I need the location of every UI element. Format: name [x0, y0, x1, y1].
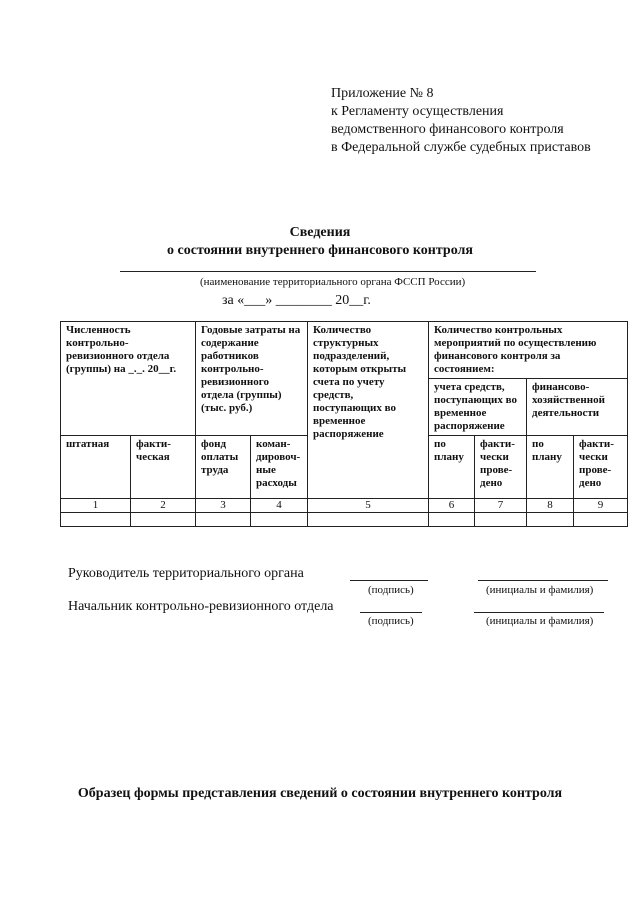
head-signature-caption: (подпись) — [368, 584, 414, 596]
head-signature-line — [350, 580, 428, 581]
document-title: Сведения — [289, 225, 351, 240]
col-activity-done: факти-чески прове-дено — [574, 436, 628, 499]
org-name-line — [120, 271, 536, 272]
head-name-caption: (инициалы и фамилия) — [486, 584, 594, 596]
appendix-line-4: в Федеральной службе судебных приставов — [331, 140, 591, 155]
form-sample-caption: Образец формы представления сведений о состоянии внутреннего контроля — [77, 786, 563, 801]
header-events-activity: финансово-хозяйственной деятельности — [527, 379, 628, 436]
column-number: 2 — [131, 499, 196, 513]
appendix-line-1: Приложение № 8 — [331, 86, 434, 101]
col-staff-actual: факти-ческая — [131, 436, 196, 499]
head-signature-label: Руководитель территориального органа — [68, 566, 304, 581]
column-number: 7 — [475, 499, 527, 513]
header-events-funds: учета средств, поступающих во временное распоряжение — [429, 379, 527, 436]
org-name-caption: (наименование территориального органа ФССП России) — [200, 276, 466, 288]
column-number: 8 — [527, 499, 574, 513]
kro-signature-label: Начальник контрольно-ревизионного отдела — [68, 599, 334, 614]
col-funds-done: факти-чески прове-дено — [475, 436, 527, 499]
appendix-line-2: к Регламенту осуществления — [331, 104, 504, 119]
column-number: 1 — [61, 499, 131, 513]
col-travel-expenses: коман-дировоч-ные расходы — [251, 436, 308, 499]
kro-signature-caption: (подпись) — [368, 615, 414, 627]
kro-name-line — [474, 612, 604, 613]
column-number: 9 — [574, 499, 628, 513]
col-activity-plan: по плану — [527, 436, 574, 499]
reporting-period: за «___» ________ 20__г. — [222, 293, 371, 308]
document-subtitle: о состоянии внутреннего финансового контроля — [167, 243, 473, 258]
col-funds-plan: по плану — [429, 436, 475, 499]
kro-signature-line — [360, 612, 422, 613]
column-number: 3 — [196, 499, 251, 513]
head-name-line — [478, 580, 608, 581]
empty-data-row — [61, 513, 628, 527]
header-staff: Численность контрольно-ревизионного отдела (группы) на _._. 20__г. — [61, 322, 196, 436]
report-table — [60, 321, 628, 527]
column-number: 5 — [308, 499, 429, 513]
header-units: Количество структурных подразделений, которым открыты счета по учету средств, поступающих во временное распоряжение — [308, 322, 429, 499]
column-number: 6 — [429, 499, 475, 513]
col-payroll-fund: фонд оплаты труда — [196, 436, 251, 499]
appendix-block — [331, 85, 591, 157]
header-events: Количество контрольных мероприятий по осуществлению финансового контроля за состоянием: — [429, 322, 628, 379]
kro-name-caption: (инициалы и фамилия) — [486, 615, 594, 627]
column-number: 4 — [251, 499, 308, 513]
appendix-line-3: ведомственного финансового контроля — [331, 122, 564, 137]
col-staff-planned: штатная — [61, 436, 131, 499]
header-costs: Годовые затраты на содержание работников контрольно-ревизионного отдела (группы) (тыс. руб.) — [196, 322, 308, 436]
column-numbers-row — [61, 499, 628, 513]
